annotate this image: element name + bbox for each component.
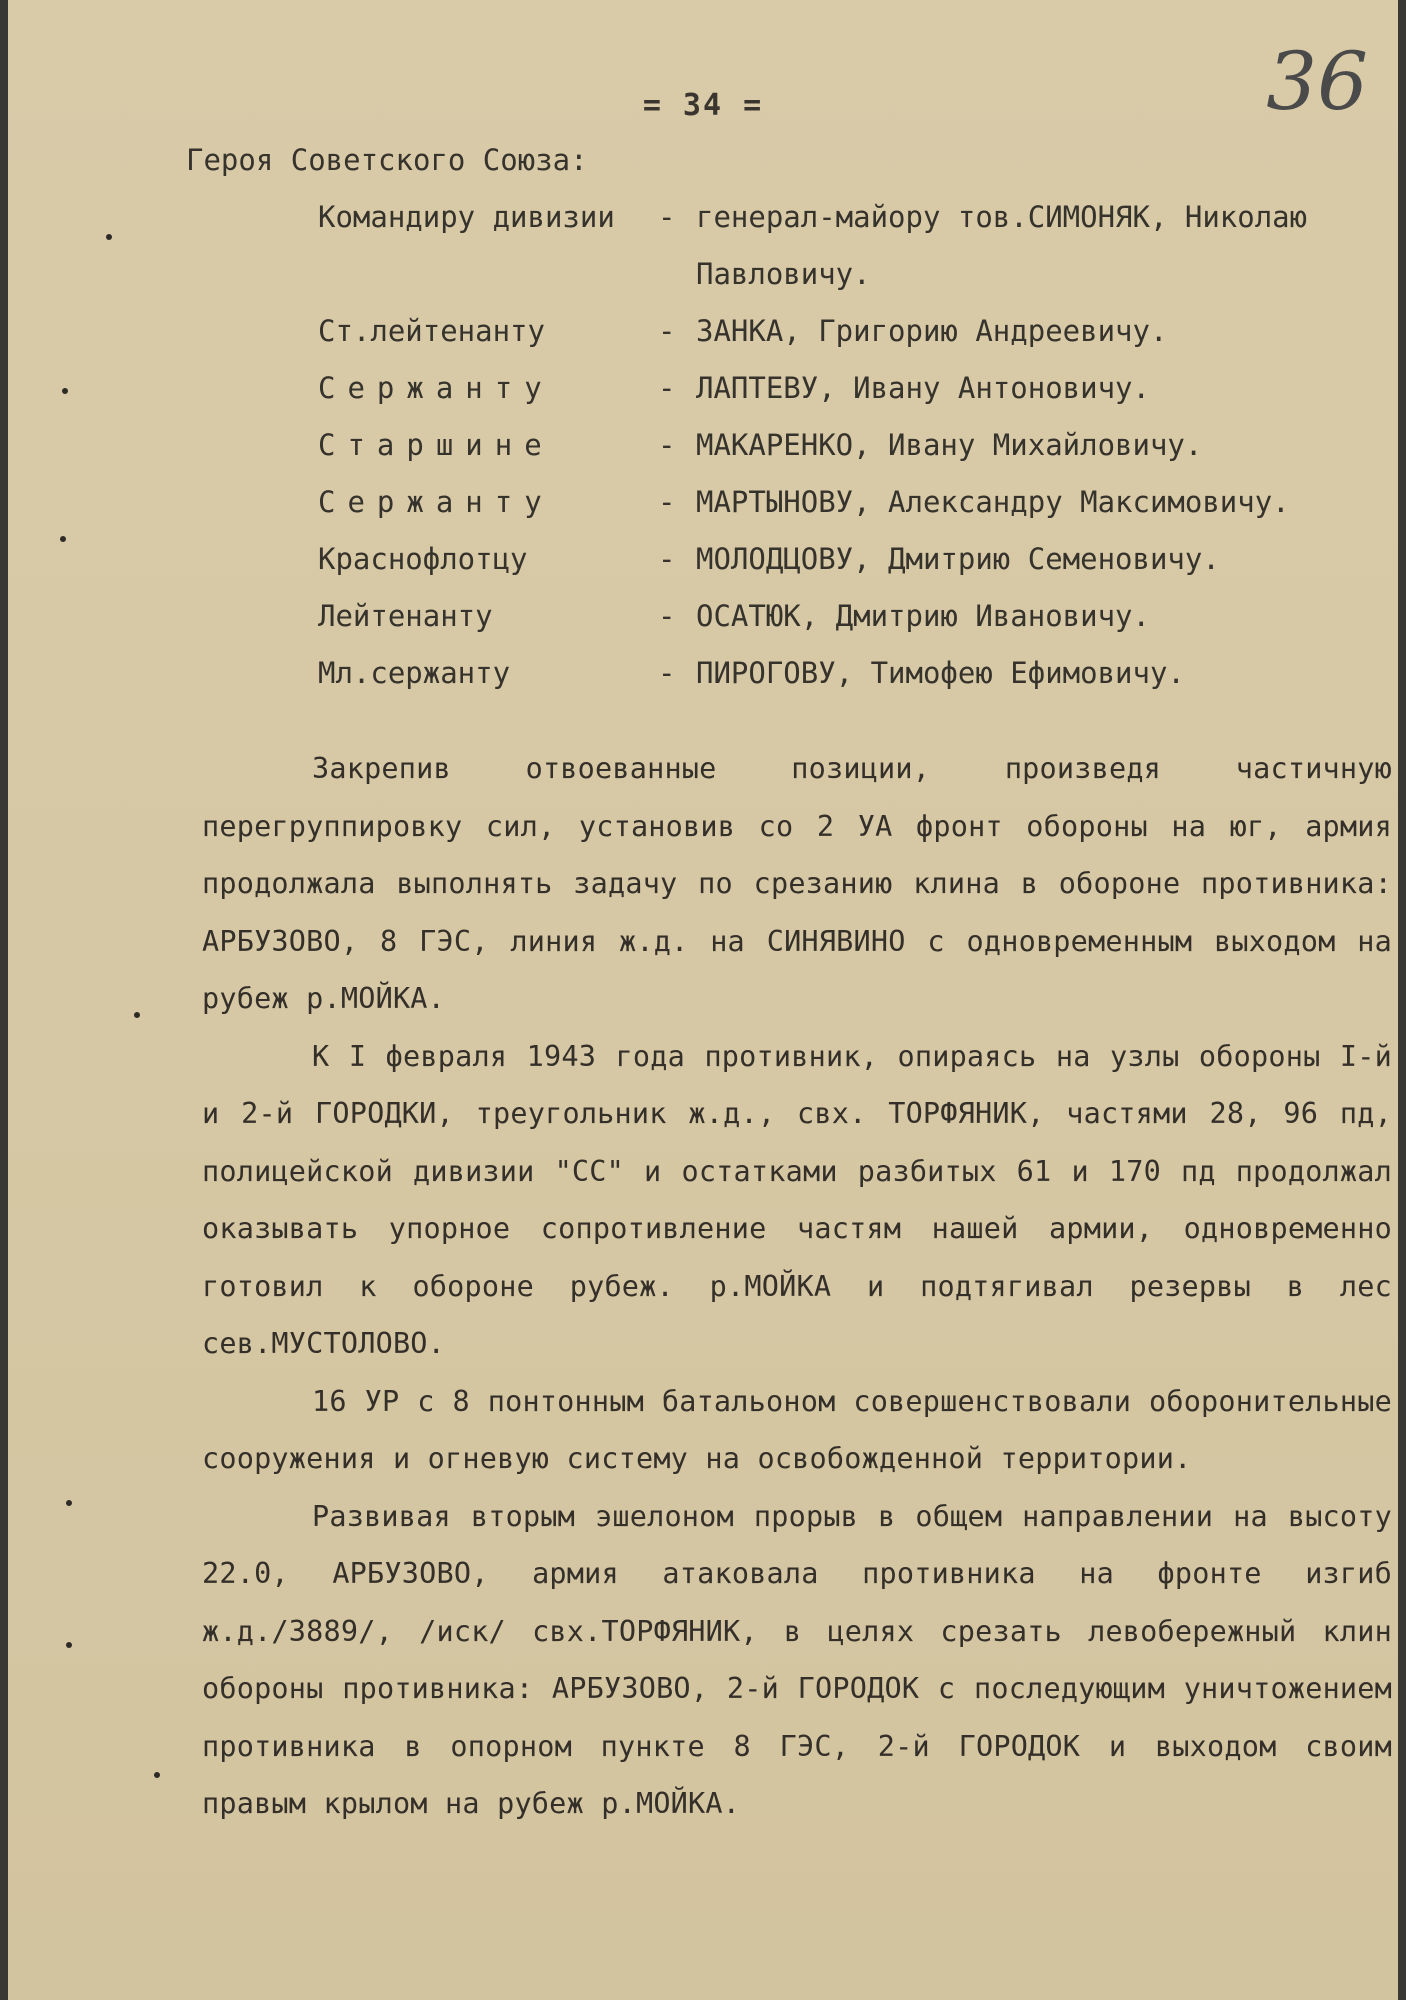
paragraph: 16 УР с 8 понтонным батальоном совершенствовали оборонительные сооружения и огневую систему на освобожденной территории. (202, 1384, 1392, 1475)
paragraph: Закрепив отвоеванные позиции, произведя частичную перегруппировку сил, установив со 2 УА фронт обороны на юг, армия продолжала выполнять задачу по срезанию клина в обороне противника: АРБУЗОВО, 8 ГЭС, линия ж.д. на СИНЯВИНО с одновременным выходом на рубеж р.МОЙКА. (202, 752, 1392, 1015)
binding-hole-mark (66, 1500, 72, 1506)
award-row (318, 485, 1378, 542)
binding-hole-mark (106, 234, 112, 240)
award-dash: - (658, 428, 676, 462)
award-name: генерал-майору тов.СИМОНЯК, Николаю (696, 200, 1308, 234)
award-rank: Командиру дивизии (318, 200, 615, 234)
award-dash: - (658, 542, 676, 576)
body-text (202, 740, 1392, 1833)
award-list (318, 200, 1378, 713)
award-row (318, 314, 1378, 371)
award-dash: - (658, 371, 676, 405)
award-name: МОЛОДЦОВУ, Дмитрию Семеновичу. (696, 542, 1220, 576)
page-number: = 34 = (642, 88, 764, 123)
award-rank: Мл.сержанту (318, 656, 511, 690)
scan-edge-left (0, 0, 8, 2000)
award-name: МАРТЫНОВУ, Александру Максимовичу. (696, 485, 1290, 519)
binding-hole-mark (62, 388, 68, 394)
award-name-continued: Павловичу. (696, 257, 871, 291)
binding-hole-mark (154, 1772, 160, 1778)
award-name: МАКАРЕНКО, Ивану Михайловичу. (696, 428, 1203, 462)
award-row (318, 656, 1378, 713)
award-rank: Сержанту (318, 371, 554, 405)
binding-hole-mark (134, 1012, 140, 1018)
award-heading: Героя Советского Союза: (186, 143, 588, 177)
award-dash: - (658, 200, 676, 234)
handwritten-page-number: 36 (1266, 35, 1368, 128)
paragraph: Развивая вторым эшелоном прорыв в общем направлении на высоту 22.0, АРБУЗОВО, армия атаковала противника на фронте изгиб ж.д./3889/, /иск/ свх.ТОРФЯНИК, в целях срезать левобережный клин обороны противника: АРБУЗОВО, 2-й ГОРОДОК с последующим уничтожением противника в опорном пункте 8 ГЭС, 2-й ГОРОДОК и выходом своим правым крылом на рубеж р.МОЙКА. (202, 1499, 1392, 1820)
scan-edge-right (1398, 0, 1406, 2000)
award-row (318, 371, 1378, 428)
paragraph: К I февраля 1943 года противник, опираясь на узлы обороны I-й и 2-й ГОРОДКИ, треугольник ж.д., свх. ТОРФЯНИК, частями 28, 96 пд, полицейской дивизии "СС" и остатками разбитых 61 и 170 пд продолжал оказывать упорное сопротивление частям нашей армии, одновременно готовил к обороне рубеж. р.МОЙКА и подтягивал резервы в лес сев.МУСТОЛОВО. (202, 1039, 1392, 1360)
award-row (318, 542, 1378, 599)
award-dash: - (658, 656, 676, 690)
award-dash: - (658, 485, 676, 519)
award-rank: Сержанту (318, 485, 554, 519)
award-name: ЗАНКА, Григорию Андреевичу. (696, 314, 1168, 348)
award-name: ЛАПТЕВУ, Ивану Антоновичу. (696, 371, 1150, 405)
award-rank: Краснофлотцу (318, 542, 528, 576)
award-dash: - (658, 314, 676, 348)
binding-hole-mark (60, 536, 66, 542)
award-row (318, 599, 1378, 656)
award-rank: Лейтенанту (318, 599, 493, 633)
award-name: ПИРОГОВУ, Тимофею Ефимовичу. (696, 656, 1185, 690)
award-dash: - (658, 599, 676, 633)
binding-hole-mark (66, 1642, 72, 1648)
award-rank: Старшине (318, 428, 554, 462)
award-row (318, 200, 1378, 314)
award-row (318, 428, 1378, 485)
award-rank: Ст.лейтенанту (318, 314, 545, 348)
award-name: ОСАТЮК, Дмитрию Ивановичу. (696, 599, 1150, 633)
